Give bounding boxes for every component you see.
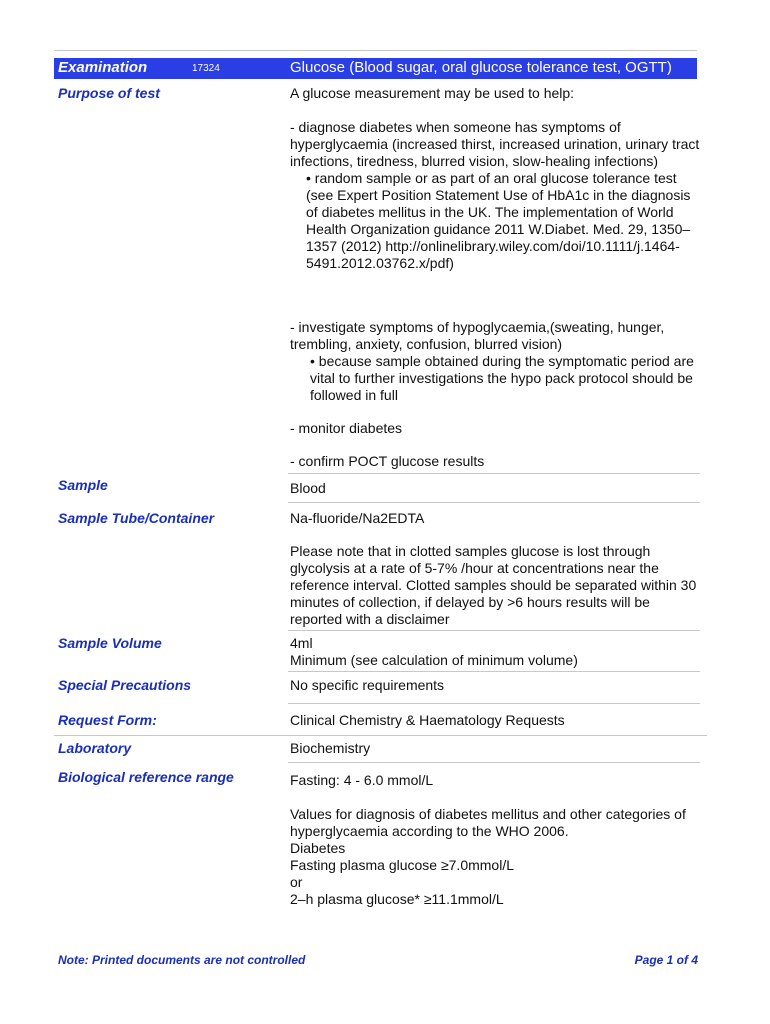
footer-note: Note: Printed documents are not controlled <box>58 953 306 967</box>
tube-label: Sample Tube/Container <box>58 510 215 526</box>
precautions-value: No specific requirements <box>290 677 445 693</box>
examination-title: Glucose (Blood sugar, oral glucose tolerance test, OGTT) <box>290 59 672 76</box>
laboratory-label: Laboratory <box>58 740 132 756</box>
row-divider <box>54 735 707 736</box>
sample-value: Blood <box>290 480 326 496</box>
reference-fasting-plasma: Fasting plasma glucose ≥7.0mmol/L <box>290 857 515 873</box>
purpose-item-diagnose-text: - diagnose diabetes when someone has symptoms of hyperglycaemia (increased thirst, increased urination, urinary tract infections, tiredness, blurred vision, slow-healing infections) <box>290 119 700 169</box>
volume-amount: 4ml <box>290 635 313 651</box>
row-divider <box>288 671 700 672</box>
row-divider <box>288 630 700 631</box>
reference-who <box>290 806 700 908</box>
purpose-item-hypo-bullet: • because sample obtained during the symptomatic period are vital to further investigations the hypo pack protocol should be followed in full <box>310 353 694 403</box>
examination-label: Examination <box>58 59 148 76</box>
purpose-label: Purpose of test <box>58 85 160 101</box>
reference-or: or <box>290 874 303 890</box>
top-rule <box>54 50 697 51</box>
purpose-item-monitor: - monitor diabetes <box>290 420 403 436</box>
precautions-label: Special Precautions <box>58 677 192 693</box>
volume-value <box>290 635 700 669</box>
request-form-label: Request Form: <box>58 712 157 728</box>
purpose-item-poct: - confirm POCT glucose results <box>290 453 485 469</box>
reference-who-intro: Values for diagnosis of diabetes mellitus and other categories of hyperglycaemia according to the WHO 2006. <box>290 806 686 839</box>
volume-label: Sample Volume <box>58 635 162 651</box>
tube-note: Please note that in clotted samples glucose is lost through glycolysis at a rate of 5-7% /hour at concentrations near the reference interval. Clotted samples should be separated within 30 minutes of collection, if delayed by >6 hours results will be reported with a disclaimer <box>290 543 697 627</box>
purpose-intro: A glucose measurement may be used to help: <box>290 85 575 101</box>
volume-minimum: Minimum (see calculation of minimum volume) <box>290 652 578 668</box>
reference-two-hour: 2–h plasma glucose* ≥11.1mmol/L <box>290 891 504 907</box>
page-number: Page 1 of 4 <box>634 953 698 967</box>
purpose-item-diagnose <box>290 119 700 272</box>
examination-code: 17324 <box>192 63 220 74</box>
purpose-item-hypoglycaemia <box>290 319 700 404</box>
reference-diabetes: Diabetes <box>290 840 346 856</box>
purpose-item-diagnose-bullet: • random sample or as part of an oral glucose tolerance test (see Expert Position Statement Use of HbA1c in the diagnosis of diabetes mellitus in the UK. The implementation of World Health Organization guidance 2011 W.Diabet. Med. 29, 1350–1357 (2012) http://onlinelibrary.wiley.com/doi/10.1111/j.1464-5491.2012.03762.x/pdf) <box>306 170 691 271</box>
row-divider <box>288 473 700 474</box>
request-form-value: Clinical Chemistry & Haematology Requests <box>290 712 565 728</box>
row-divider <box>288 502 700 503</box>
reference-fasting: Fasting: 4 - 6.0 mmol/L <box>290 772 434 788</box>
purpose-item-hypo-text: - investigate symptoms of hypoglycaemia,(sweating, hunger, trembling, anxiety, confusion, blurred vision) <box>290 319 665 352</box>
laboratory-value: Biochemistry <box>290 740 371 756</box>
reference-label: Biological reference range <box>58 769 234 785</box>
sample-label: Sample <box>58 477 108 493</box>
row-divider <box>288 762 700 763</box>
row-divider <box>288 703 700 704</box>
tube-value: Na-fluoride/Na2EDTA <box>290 510 425 526</box>
